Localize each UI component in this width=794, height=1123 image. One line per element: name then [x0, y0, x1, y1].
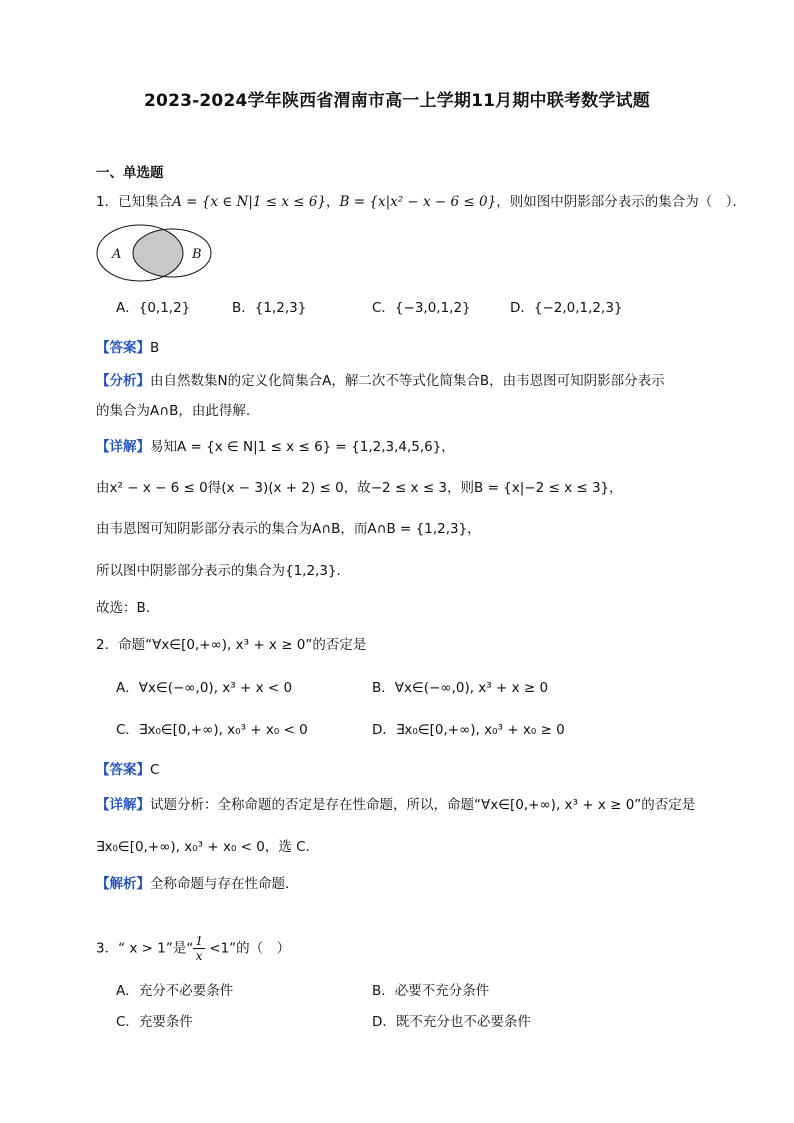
q3-stem-a: 3．“ x > 1”是“	[96, 940, 194, 957]
q2-option-d: D．∃x₀∈[0,+∞), x₀³ + x₀ ≥ 0	[372, 722, 565, 738]
q1-detail-text-1: 易知A = {x ∈ N|1 ≤ x ≤ 6} = {1,2,3,4,5,6}，	[150, 439, 455, 455]
q3-option-a: A．充分不必要条件	[116, 983, 234, 999]
q2-detail-tag: 【详解】	[96, 797, 150, 813]
section-heading: 一、单选题	[96, 165, 164, 181]
q1-option-a: A．{0,1,2}	[116, 300, 191, 316]
q2-analysis-tag: 【解析】	[96, 876, 150, 892]
q3-option-c: C．充要条件	[116, 1014, 193, 1030]
q3-stem	[96, 934, 290, 963]
q2-option-c: C．∃x₀∈[0,+∞), x₀³ + x₀ < 0	[116, 722, 308, 738]
q1-option-b: B．{1,2,3}	[232, 300, 307, 316]
q2-analysis	[96, 874, 289, 894]
q2-answer	[96, 760, 159, 780]
q1-analysis-text-1: 由自然数集N的定义化简集合A，解二次不等式化简集合B，由韦恩图可知阴影部分表示	[150, 373, 665, 389]
q1-option-c: C．{−3,0,1,2}	[372, 300, 471, 316]
q1-stem	[96, 192, 746, 212]
venn-label-b: B	[192, 247, 202, 262]
q1-detail-line-1	[96, 437, 455, 457]
q1-answer-value: B	[150, 340, 160, 356]
q1-stem-prefix: 1．已知集合	[96, 194, 173, 210]
q2-option-b: B．∀x∈(−∞,0), x³ + x ≥ 0	[372, 680, 549, 696]
q1-detail-tag: 【详解】	[96, 439, 150, 455]
q1-stem-suffix: ，则如图中阴影部分表示的集合为（ ）．	[496, 194, 746, 210]
q1-detail-line-3: 由韦恩图可知阴影部分表示的集合为A∩B，而A∩B = {1,2,3}，	[96, 521, 481, 537]
q1-detail-line-4: 所以图中阴影部分表示的集合为{1,2,3}.	[96, 563, 341, 579]
venn-label-a: A	[112, 247, 122, 262]
q1-answer	[96, 338, 159, 358]
page-title: 2023-2024学年陕西省渭南市高一上学期11月期中联考数学试题	[144, 91, 650, 111]
q1-analysis-line-2: 的集合为A∩B，由此得解.	[96, 403, 251, 419]
q2-detail-text-1: 试题分析：全称命题的否定是存在性命题，所以，命题“∀x∈[0,+∞), x³ + x ≥ 0”的否定是	[150, 797, 696, 813]
q2-answer-value: C	[150, 762, 160, 778]
q2-option-a: A．∀x∈(−∞,0), x³ + x < 0	[116, 680, 293, 696]
q1-set-a: A = {x ∈ N|1 ≤ x ≤ 6}	[172, 194, 327, 210]
q1-analysis-line-1	[96, 371, 665, 391]
venn-diagram	[94, 222, 224, 284]
q2-stem: 2．命题“∀x∈[0,+∞), x³ + x ≥ 0”的否定是	[96, 637, 367, 653]
q3-option-b: B．必要不充分条件	[372, 983, 490, 999]
q2-detail-line-1	[96, 795, 695, 815]
q3-option-d: D．既不充分也不必要条件	[372, 1014, 531, 1030]
q2-detail-line-2: ∃x₀∈[0,+∞), x₀³ + x₀ < 0，选 C.	[96, 839, 310, 855]
q1-separator: ，	[326, 194, 340, 210]
q1-answer-tag: 【答案】	[96, 340, 150, 356]
q1-analysis-tag: 【分析】	[96, 373, 150, 389]
q3-fraction-numerator: 1	[195, 934, 203, 948]
q3-stem-b: <1”的（ ）	[204, 940, 291, 957]
q1-set-b: B = {x|x² − x − 6 ≤ 0}	[339, 194, 497, 210]
q1-detail-line-5: 故选：B.	[96, 600, 151, 616]
q1-detail-line-2: 由x² − x − 6 ≤ 0得(x − 3)(x + 2) ≤ 0，故−2 ≤ x ≤ 3，则B = {x|−2 ≤ x ≤ 3}，	[96, 480, 623, 496]
q2-answer-tag: 【答案】	[96, 762, 150, 778]
q2-analysis-text: 全称命题与存在性命题.	[150, 876, 290, 892]
q1-option-d: D．{−2,0,1,2,3}	[510, 300, 623, 316]
q3-fraction	[193, 934, 205, 963]
q3-fraction-denominator: x	[195, 949, 203, 963]
